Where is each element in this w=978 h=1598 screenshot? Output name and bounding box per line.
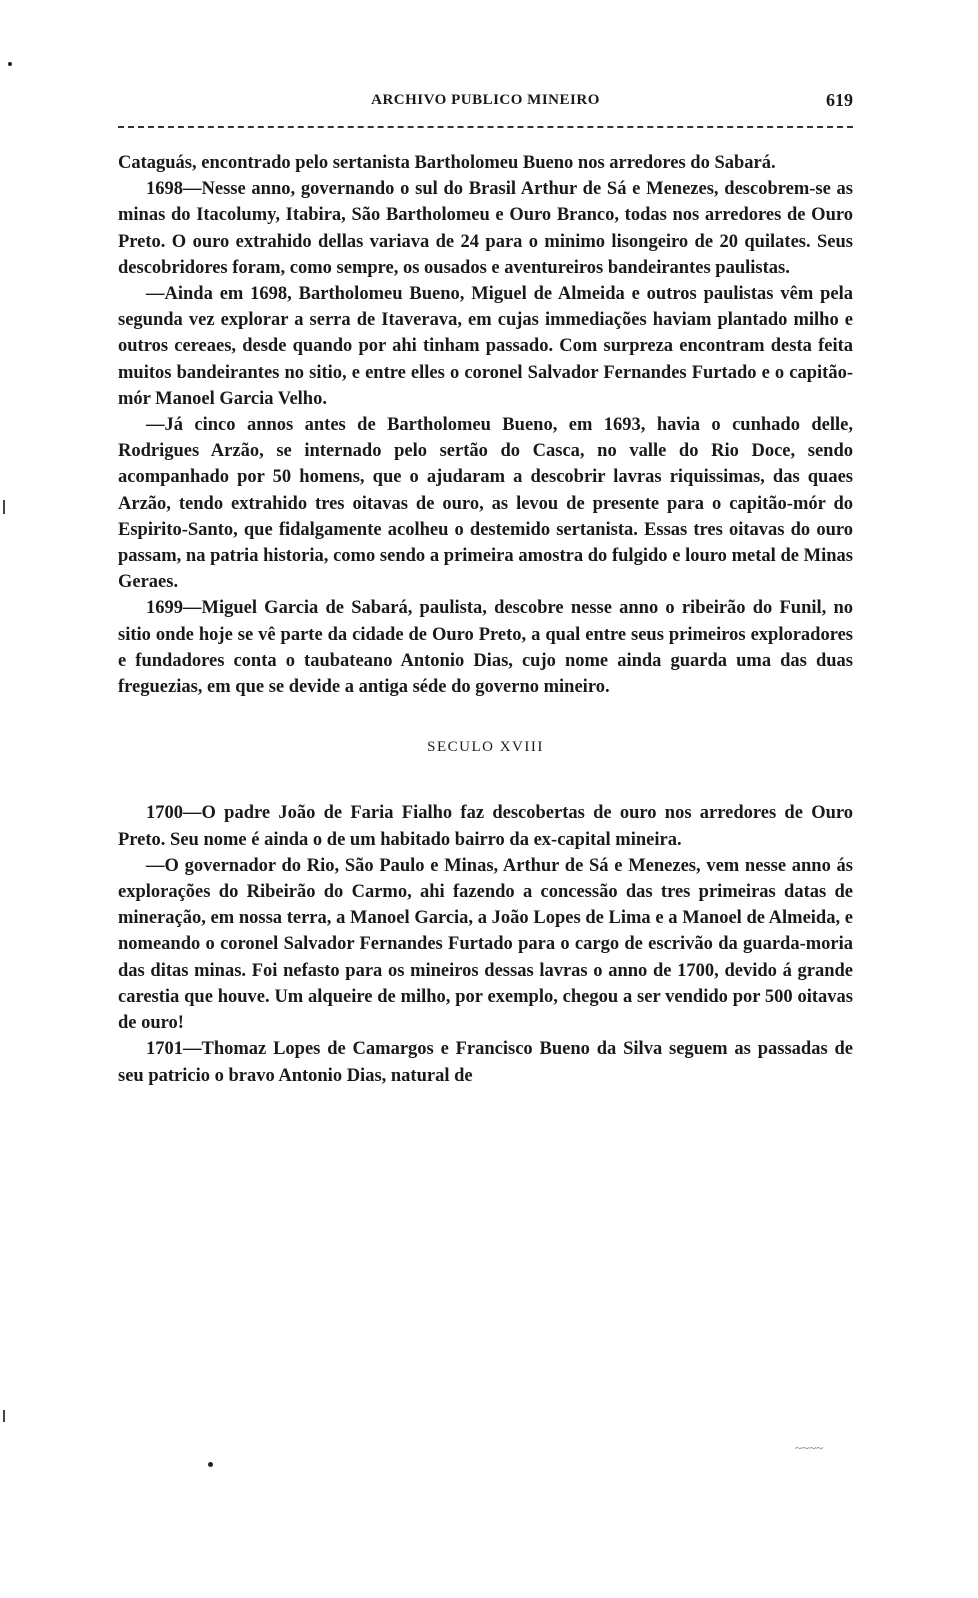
margin-mark [3,1410,5,1422]
page-header [118,92,853,122]
margin-mark [3,500,5,514]
page-number: 619 [826,90,853,110]
ink-speck [208,1462,213,1467]
body-text [118,150,853,1089]
paragraph: 1700—O padre João de Faria Fialho faz descobertas de ouro nos arredores de Ouro Preto. Seu nome é ainda o de um habitado bairro da ex-capital mineira. [118,803,853,850]
paragraph: —Ainda em 1698, Bartholomeu Bueno, Miguel de Almeida e outros paulistas vêm pela segunda vez explorar a serra de Itaverava, em cujas immediações haviam plantado milho e outros cereaes, desde quando por ahi tinham passado. Com surpreza encontram desta feita muitos bandeirantes no sitio, e entre elles o coronel Salvador Fernandes Furtado e o capitão-mór Manoel Garcia Velho. [118,284,853,409]
paragraph: Cataguás, encontrado pelo sertanista Bartholomeu Bueno nos arredores do Sabará. [118,153,776,173]
faint-scribble: ~~~~ [795,1440,824,1455]
section-heading: SECULO XVIII [427,739,544,756]
paragraph: 1699—Miguel Garcia de Sabará, paulista, descobre nesse anno o ribeirão do Funil, no sitio onde hoje se vê parte da cidade de Ouro Preto, a qual entre seus primeiros exploradores e fundadores conta o taubateano Antonio Dias, cujo nome ainda guarda uma das duas freguezias, em que se devide a antiga séde do governo mineiro. [118,598,853,698]
header-rule [118,126,853,128]
ink-speck [8,62,12,66]
paragraph: —Já cinco annos antes de Bartholomeu Bueno, em 1693, havia o cunhado delle, Rodrigues Arzão, se internado pelo sertão do Casca, no valle do Rio Doce, sendo acompanhado por 50 homens, que o ajudaram a descobrir lavras riquissimas, das quaes Arzão, tendo extrahido tres oitavas de ouro, as levou de presente para o capitão-mór do Espirito-Santo, que fidalgamente acolheu o destemido sertanista. Essas tres oitavas do ouro passam, na patria historia, como sendo a primeira amostra do fulgido e louro metal de Minas Geraes. [118,415,853,593]
paragraph: —O governador do Rio, São Paulo e Minas, Arthur de Sá e Menezes, vem nesse anno ás explorações do Ribeirão do Carmo, ahi fazendo a concessão das tres primeiras datas de mineração, em nossa terra, a Manoel Garcia, a João Lopes de Lima e a Manoel de Almeida, e nomeando o coronel Salvador Fernandes Furtado para o cargo de escrivão da guarda-moria das ditas minas. Foi nefasto para os mineiros dessas lavras o anno de 1700, devido á grande carestia que houve. Um alqueire de milho, por exemplo, chegou a ser vendido por 500 oitavas de ouro! [118,855,853,1034]
paragraph: 1701—Thomaz Lopes de Camargos e Francisco Bueno da Silva seguem as passadas de seu patricio o bravo Antonio Dias, natural de [118,1039,853,1086]
running-title: ARCHIVO PUBLICO MINEIRO [371,92,600,108]
paragraph: 1698—Nesse anno, governando o sul do Brasil Arthur de Sá e Menezes, descobrem-se as minas do Itacolumy, Itabira, São Bartholomeu e Ouro Branco, todas nos arredores de Ouro Preto. O ouro extrahido dellas variava de 24 para o minimo lisongeiro de 20 quilates. Seus descobridores foram, como sempre, os ousados e aventureiros bandeirantes paulistas. [118,179,853,278]
